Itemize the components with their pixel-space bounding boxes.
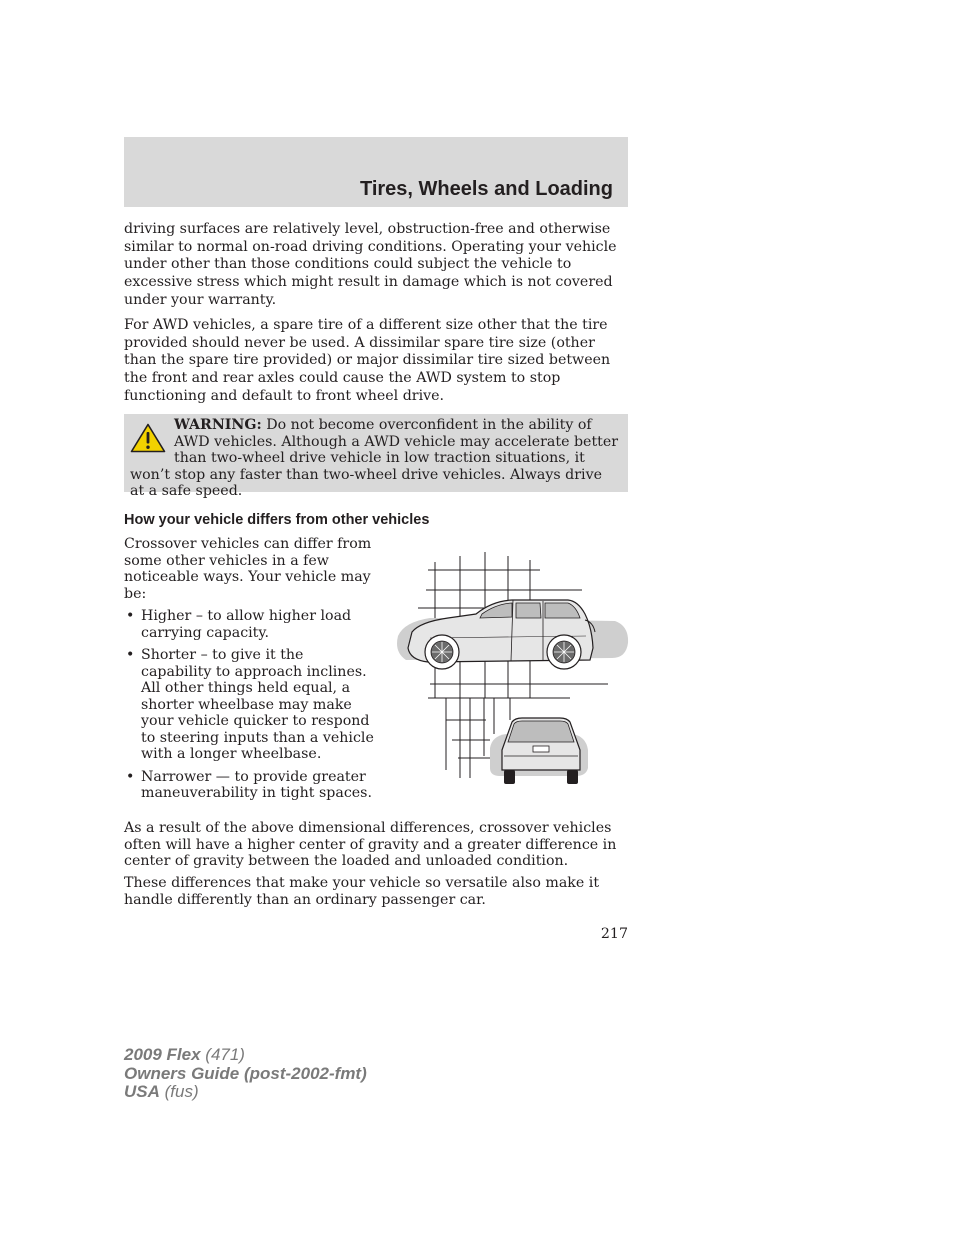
list-item: • Narrower — to provide greater maneuverability in tight spaces. — [126, 768, 372, 801]
footer-line-model: 2009 Flex (471) — [124, 1045, 245, 1064]
vehicle-differences-column — [124, 536, 376, 808]
footer-line-market: USA (fus) — [124, 1082, 199, 1101]
section-heading: How your vehicle differs from other vehicles — [124, 512, 430, 528]
bullet-glyph: • — [126, 608, 135, 624]
document-footer — [124, 1046, 367, 1102]
warning-box — [124, 414, 628, 499]
bullet-glyph: • — [126, 647, 135, 663]
paragraph-driving-surfaces: driving surfaces are relatively level, obstruction-free and otherwise similar to normal on-road driving conditions. Operating your vehicle under other than those conditions could subject the vehicle to excessive stress which might result in damage which is not covered under your warranty. — [124, 221, 617, 308]
page-number: 217 — [600, 926, 628, 942]
section-title: Tires, Wheels and Loading — [359, 178, 613, 200]
section-header-band — [124, 137, 628, 207]
paragraph-awd-spare-tire: For AWD vehicles, a spare tire of a different size other that the tire provided should never be used. A dissimilar spare tire size (other than the spare tire provided) or major dissimilar tire sized between the front and rear axles could cause the AWD system to stop functioning and default to front wheel drive. — [124, 317, 611, 404]
crossover-dimensions-illustration — [390, 548, 630, 790]
footer-line-guide: Owners Guide (post-2002-fmt) — [124, 1063, 367, 1083]
section-intro: Crossover vehicles can differ from some other vehicles in a few noticeable ways. Your vehicle may be: — [124, 536, 372, 602]
list-item: • Shorter – to give it the capability to approach inclines. All other things held equal, a shorter wheelbase may make your vehicle quicker to respond to steering inputs than a vehicle with a longer wheelbase. — [126, 647, 374, 762]
warning-label: WARNING: — [174, 417, 262, 433]
bullet-glyph: • — [126, 768, 135, 785]
differences-list — [124, 608, 376, 802]
paragraph-center-of-gravity: As a result of the above dimensional differences, crossover vehicles often will have a higher center of gravity and a greater difference in center of gravity between the loaded and unloaded condition. — [124, 820, 617, 870]
warning-text: Do not become overconfident in the ability of AWD vehicles. Although a AWD vehicle may accelerate better than two-wheel drive vehicle in low traction situations, it won’t stop any faster than two-wheel drive vehicles. Always drive at a safe speed. — [130, 417, 619, 499]
warning-triangle-icon — [130, 423, 166, 453]
list-item: • Higher – to allow higher load carrying capacity. — [126, 608, 352, 641]
paragraph-handling: These differences that make your vehicle so versatile also make it handle differently than an ordinary passenger car. — [124, 875, 600, 908]
